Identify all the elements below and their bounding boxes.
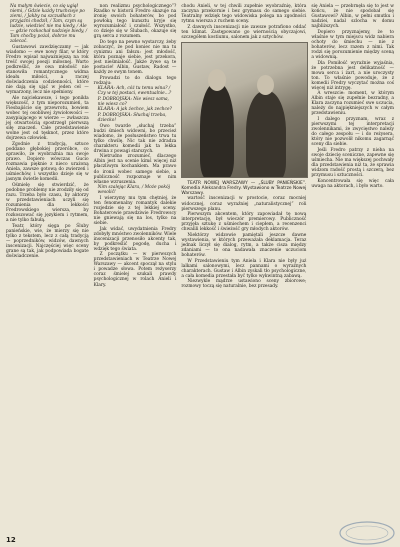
article-paragraph: I dalego przyznam, wraz z pierwszymi tej interpretacji zwolennikami, że zwycięstwo należy do całego zespołu — i do reżysera, który nie pozwolił nikomu zagarnąć sceny dla siebie. bbox=[311, 117, 395, 148]
article-paragraph: Pierwszym akcentem, który zapowiadał tę nową interpretację, był wieczór premierowy. Publiczność przyjęła sztukę z uśmiechem i ciepłem, a recenzenci chwalili lekkość i świeżość gry młodych aktorów. bbox=[181, 212, 307, 233]
article-paragraph: chodu Anieli, w tej chwili zupełnie wyobraźnię, która zaczyna przekornie i bez grymasu do samego siebie. Teatralny wdzięk tego widowiska polega na zgodności rytmu wiersza z ruchem sceny. bbox=[181, 4, 307, 25]
library-stamp bbox=[338, 519, 396, 545]
article-paragraph: Niezwykle mądrze ustawiono sceny zbiorowe; rozmowy toczą się naturalnie, bez przesady. bbox=[181, 279, 307, 290]
article-paragraph: Gustawowi zawdzięczamy — jak wiadomo — ewe nowy filar, w który Fredro wpisał najważniejszą na rok treść swojej poezji miłosnej. Warto podkreślić, że owa młodość nie stanowiła romantycznego widma ideału miłości, a raczej doświadczenia codzienności, które nie dają się ująć w jeden cel — wymarzony, lecz nie spełniony. bbox=[6, 44, 89, 96]
article-paragraph: Zgodnie z tradycją, sztuce poddano głębokiej przeróbce, co sprawiło, że wyobraźnia ma swoje prawo. Dopiero wówczas Gucio rozmawia pięknie z nieco urażoną Aniela, zawsze gotową do zwierzeń i uśmiechów, i wszystko dzieje się w jasnym świetle komedii. bbox=[6, 141, 89, 183]
article-paragraph: Z dawnych inscenizacji nie zawsze potrafiono oddać ten klimat. Zastępowano go wiernością obyczajowi, szczegółem kostiumu, salonem jak z sztychów. bbox=[181, 24, 307, 40]
article-paragraph: Jeśli Fredro patrzy z nieba na swoje dziecię sceniczne, zapewne się uśmiecha. Nie ma większej pochwały dla przedstawienia niż ta, że sprawia widzom radość prostą i szczerą, bez przymusu i sztuczności. bbox=[311, 147, 395, 179]
article-paragraph: Ośmielę się stwierdzić, że podobne problemy nie zrodziły się od razu. Trzeba było czasu, by aktorzy w przedstawieniach uczyli się rozumienia dla lekkości Fredrowskiego wiersza, by rozkoszować się językiem i rytmem, a nie tylko fabułą. bbox=[6, 182, 89, 223]
article-paragraph: Koncentrowała się więc cała uwaga na aktorach, i było warto. bbox=[311, 178, 395, 189]
article-paragraph: A wreszcie: moment, w którym Albin staje się zupełnie bezradny, a Klara zaczyna rozumieć swe uczucia, należy do najpiękniejszych w całym przedstawieniu. bbox=[311, 91, 395, 117]
article-paragraph: Nietrudno zrozumieć, dlaczego Albin jest na scenie kimś więcej niż płaczliwym kochankiem. Ma prawo do ironii wobec samego siebie, a publiczność rozpoznaje w nim własne wzruszenia. bbox=[93, 154, 177, 185]
article-paragraph: Dla Pomiłość wyraźnie wyjaśnia, że potrzebna jest delikatność — mowa serca i żart, a nie uroczysty ton. To właśnie powoduje, że z komedii Fredry wyczytać można coś więcej niż intrygę. bbox=[311, 60, 395, 91]
column-2 bbox=[94, 4, 177, 290]
verse-quote: Nim szalejąc Klara, / Może pokój wesolić! bbox=[97, 185, 170, 196]
article-paragraph: Prowadzi to do dialogu tego rodzaju: bbox=[93, 75, 177, 86]
verse-quote: P. DOBROJSKA: Słuchaj trzeba, dziecko! bbox=[97, 112, 167, 124]
article-paragraph: W Przedstawieniu tym Aniela i Klara nie były już lalkami salonowymi, lecz pannami o wyraźnych charakterach. Gustaw i Albin zyskali tło psychologiczne, a cała komedia przestała być tylko wykwintną zabawą. bbox=[181, 258, 307, 279]
page-number: 12 bbox=[6, 536, 16, 544]
article-paragraph: się Aniela — przebrnęła się to jest w końcu, że nie spodobał się Gustawowi? Albin, w pełni smutku i nadziei, nadal szlocha w domu najbliższych. bbox=[311, 4, 395, 30]
photo-figure-left bbox=[200, 83, 234, 178]
verse-quote: P. DOBROJSKA: Nie wiesz sama, nie wiesz co? bbox=[97, 96, 169, 107]
article-paragraph: Dopiero przyznajemy, że to właśnie w tym miejscu widz nabiera ochoty do śmiechu — nie z bohaterów, lecz razem z nimi. Tak rodzi się porozumienie między sceną a widownią. bbox=[311, 29, 395, 60]
photo-figure-right bbox=[246, 91, 286, 178]
article-paragraph: Niektórzy widzowie pamiętali jeszcze dawne wystawienia, w których przeważała deklamacja. Teraz jednak liczył się dialog, rytm, a także cisza między zdaniami — to ona nadawała znaczenie uczuciom bohaterów. bbox=[181, 232, 307, 258]
column-4 bbox=[311, 4, 394, 290]
photo-caption: TEATR NOWEJ WARSZAWY — „ŚLUBY PANIEŃSKIE”. Komedia Aleksandra Fredry. Wystawiono w Teatrze Nowej Warszawy. bbox=[181, 180, 307, 196]
article-paragraph: I wierzymy mu tym chętniej, że ten fenomenalny romantyk dalekie rozjedzie się z tej lekkiej sceny. Bohaterowie prawdziwie Fredrowscy nie gniewają się na los, tylko na siebie. bbox=[93, 195, 177, 226]
column-3 bbox=[181, 4, 306, 290]
verse-quote: KLARA: Ach, cóż tu temu wina? / Czy w tej postaci, ewentualnie...? bbox=[97, 86, 172, 97]
article-paragraph: Do tego na pewno wystarczy, żeby zobaczyć, że pod koniec nie ma tu cynizmu ani fałszu: jest młodość, która poznaje siebie, jest przekora, jest nieśmiałość. Jakże żywe są te postacie! Albin, Gustaw, Radost — każdy ze swym tonem. bbox=[93, 39, 177, 76]
article-paragraph: Teatr, który sięga po Śluby panieńskie, wie, że mierzy się nie tylko z tekstem, lecz z całą tradycją — poprzedników, widzów, dawnych inscenizacji. Najczęściej więc sceny grane są tak, jak podpowiada bogate doświadczenie. bbox=[6, 223, 89, 259]
article-paragraph: Z początku — w pierwszych przedstawieniach w Teatrze Nowej Warszawy — akcent spoczął na stylu i powadze słowa. Potem reżyserzy coraz śmielej szukali prawdy psychologicznej w rolach Anieli i Klary. bbox=[93, 252, 177, 288]
verse-quote: Na małym świecie, co się ugiął niemi, / Gdzie każdy truchcieje po ziemi, / Jakby na szczudłach z przyjaźni chodził, / Tam, czym są ludzie, wiedzieć nie ma kiedy, / Ale — gdzie rozkochał nadzieje biedy, / Tam choćby pożal, dobrze mu zalecać. bbox=[10, 4, 88, 45]
theatre-photo bbox=[181, 42, 308, 178]
verse-quote: KLARA: A jak żechce, jak zechce? bbox=[97, 107, 172, 113]
article-paragraph: non realizmu psychologicznego”? Rzadko w historii Fredro skazuje na ironię swoich bohaterów, bo pod powłoką tego kunsztu kryje się wyrozumiałość i czułość. Wszystko, co dzieje się w Ślubach, okazuje się grą serca z rozumem. bbox=[93, 4, 177, 40]
article-paragraph: wartość inscenizacji w prostocie, coraz mocniej widocznej, coraz wyraźniej „naturalistycznej” roli pierwszego planu. bbox=[181, 196, 307, 212]
column-1 bbox=[6, 4, 89, 290]
article-paragraph: Owo twarde „słuchaj trzeba” budzi śmiech widowni, bo przecież wiadomo, że posłuszeństwo trwa tu tylko chwilę. Nic tak nie zdradza charakteru komedii jak ta lekka drwina z powagi starszych. bbox=[93, 123, 177, 154]
article-paragraph: Ale najciekawsze, i tego ponikła większość, z tym nieporozumień, ta Fiesbajiście się przewrotu, bowiem wobec tej osobliwej żywiołowości — zasypiającego w wierze — zwłaszcza jej otwartością spostrzegł pierwszą siłę znaczeń. Całe przedstawienie wolne jest od tęsknot, przez które dojrzewa człowiek. bbox=[6, 95, 89, 142]
text-columns bbox=[6, 4, 394, 290]
article-paragraph: Jak widać, uwydatnienia Fredry zdobyły mnóstwo zwolenników. Wiele inscenizacji przenosiło akcenty tak, by podkreślić pogodę, ducha i wdzięk tego świata. bbox=[93, 226, 177, 252]
